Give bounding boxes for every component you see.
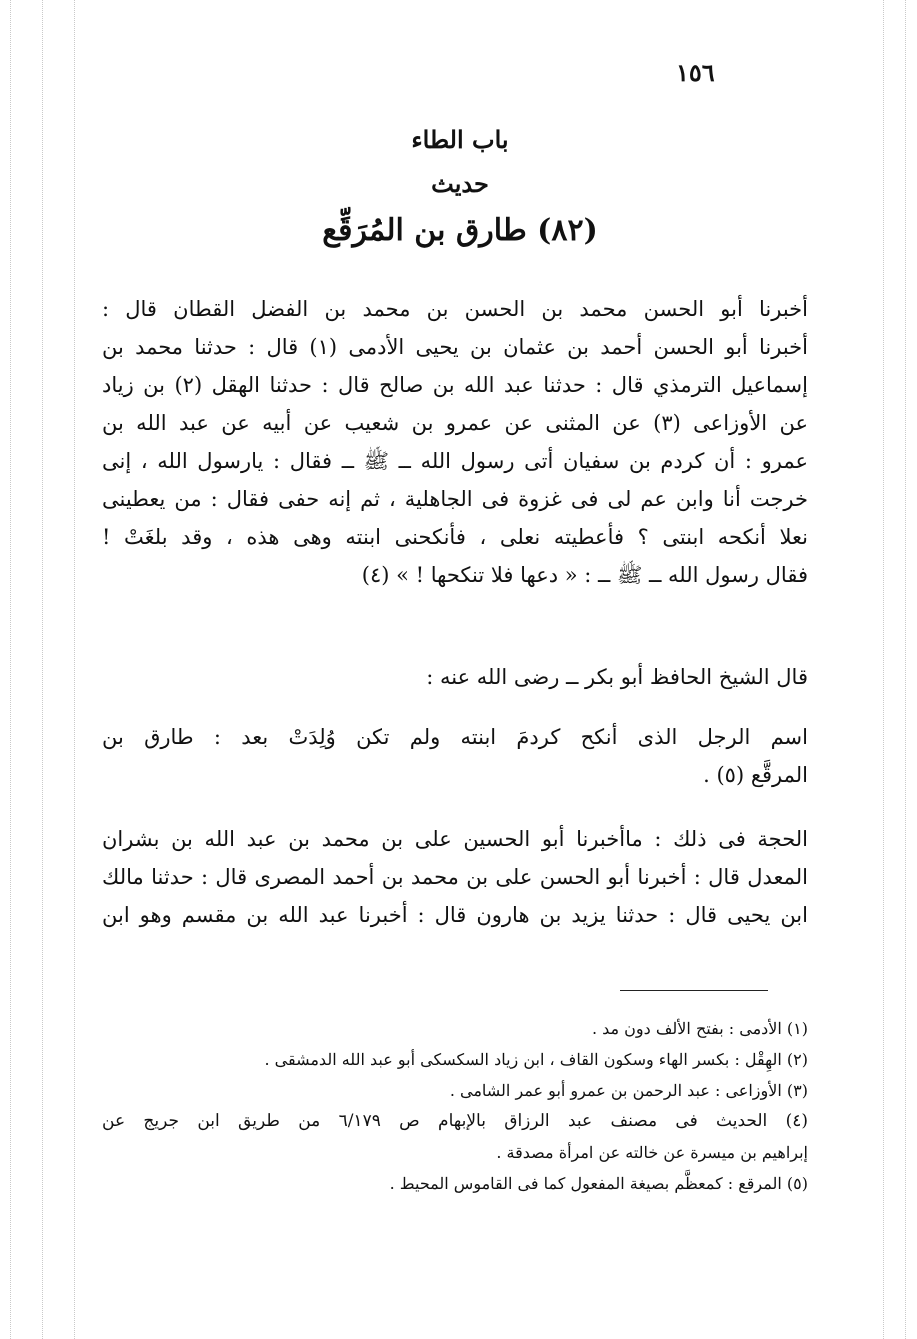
footnote: (٣) الأوزاعى : عبد الرحمن بن عمرو أبو عمر الشامى . <box>449 1081 808 1100</box>
margin-guide <box>74 0 75 1339</box>
margin-guide <box>42 0 43 1339</box>
text-line: إسماعيل الترمذي قال : حدثنا عبد الله بن صالح قال : حدثنا الهقل (٢) بن زياد <box>102 373 808 397</box>
shaykh-statement <box>102 658 808 696</box>
text-line: فقال رسول الله ــ ﷺ ــ : « دعها فلا تنكحها ! » (٤) <box>361 563 808 587</box>
footnote: (٤) الحديث فى مصنف عبد الرزاق بالإبهام ص ٦/١٧٩ من طريق ابن جريج عن <box>102 1111 808 1131</box>
text-line: عمرو : أن كردم بن سفيان أتى رسول الله ــ ﷺ ــ فقال : يارسول الله ، إنى <box>102 449 808 473</box>
text-line: اسم الرجل الذى أنكح كردمَ ابنته ولم تكن وُلِدَتْ بعد : طارق بن <box>102 725 808 749</box>
text-line: المعدل قال : أخبرنا أبو الحسن على بن محمد بن أحمد المصرى قال : حدثنا مالك <box>102 865 808 889</box>
text-line: أخبرنا أبو الحسن محمد بن الحسن بن محمد بن الفضل القطان قال : <box>102 297 808 321</box>
footnote: (٢) الهِقْل : بكسر الهاء وسكون القاف ، ابن زياد السكسكى أبو عبد الله الدمشقى . <box>264 1050 808 1069</box>
hadith-label: حديث <box>431 169 489 198</box>
footnote-divider <box>620 990 768 991</box>
text-line: أخبرنا أبو الحسن أحمد بن عثمان بن يحيى الأدمى (١) قال : حدثنا محمد بن <box>102 335 808 359</box>
isnad-paragraph <box>102 290 808 594</box>
footnote: (١) الأدمى : بفتح الألف دون مد . <box>591 1019 808 1038</box>
page-number: ١٥٦ <box>676 58 715 87</box>
margin-guide <box>10 0 11 1339</box>
name-identification-paragraph <box>102 718 808 794</box>
text-line: المرقَّع (٥) . <box>703 763 808 787</box>
text-line: قال الشيخ الحافظ أبو بكر ــ رضى الله عنه : <box>426 665 808 689</box>
text-line: خرجت أنا وابن عم لى فى غزوة فى الجاهلية ، ثم إنه حفى فقال : من يعطينى <box>102 487 808 511</box>
text-line: الحجة فى ذلك : ماأخبرنا أبو الحسين على بن محمد بن عبد الله بن بشران <box>102 827 808 851</box>
text-line: نعلا أنكحه ابنتى ؟ فأعطيته نعلى ، فأنكحنى ابنته وهى هذه ، وقد بلغَتْ ! <box>102 525 808 549</box>
footnotes <box>102 1013 808 1199</box>
text-line: عن الأوزاعى (٣) عن المثنى عن عمرو بن شعيب عن أبيه عن عبد الله بن <box>102 411 808 435</box>
hadith-title: (٨٢) طارق بن المُرَقِّع <box>322 213 598 248</box>
footnote-continuation: إبراهيم بن ميسرة عن خالته عن امرأة مصدقة . <box>496 1143 808 1162</box>
text-line: ابن يحيى قال : حدثنا يزيد بن هارون قال : أخبرنا عبد الله بن مقسم وهو ابن <box>102 903 808 927</box>
margin-guide <box>905 0 906 1339</box>
chapter-title: باب الطاء <box>411 125 509 154</box>
headings <box>100 118 820 256</box>
footnote: (٥) المرقع : كمعظَّم بصيغة المفعول كما فى القاموس المحيط . <box>389 1174 808 1193</box>
margin-guide <box>883 0 884 1339</box>
evidence-paragraph <box>102 820 808 934</box>
